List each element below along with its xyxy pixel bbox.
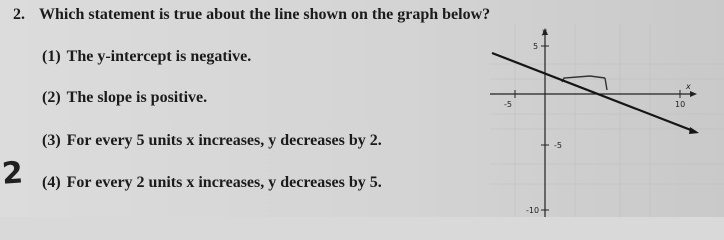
answer-choice-2[interactable] (42, 89, 207, 107)
tick-label-y-neg-10: -10 (526, 206, 540, 215)
handwritten-answer: 2 (0, 155, 25, 192)
tick-label-x-neg-5: -5 (504, 100, 512, 109)
choice-number: (2) (42, 89, 61, 106)
tick-label-x-10: 10 (675, 100, 686, 109)
choice-number: (4) (42, 174, 61, 191)
coordinate-graph (490, 24, 724, 217)
choice-text: The y-intercept is negative. (66, 48, 252, 65)
y-axis-label: y (542, 27, 547, 36)
choice-text: For every 2 units x increases, y decreases by 5. (66, 174, 382, 191)
choice-number: (1) (42, 48, 61, 65)
line-end-arrow-icon (689, 127, 699, 134)
graphed-line (492, 53, 696, 132)
question-text: Which statement is true about the line shown on the graph below? (39, 6, 491, 23)
grid-lines (490, 24, 724, 217)
answer-choice-3[interactable] (42, 132, 382, 150)
answer-choice-1[interactable] (42, 48, 251, 66)
question-prompt (13, 6, 490, 24)
x-axis-label: x (686, 82, 691, 91)
tick-label-y-neg-5: -5 (554, 141, 562, 150)
question-number: 2. (13, 6, 25, 23)
x-axis-arrow-icon (690, 91, 697, 97)
choice-number: (3) (42, 132, 61, 149)
tick-label-y-5: 5 (533, 42, 539, 51)
choice-text: For every 5 units x increases, y decreases by 2. (66, 132, 382, 149)
choice-text: The slope is positive. (66, 89, 208, 106)
answer-choice-4[interactable] (42, 174, 382, 192)
